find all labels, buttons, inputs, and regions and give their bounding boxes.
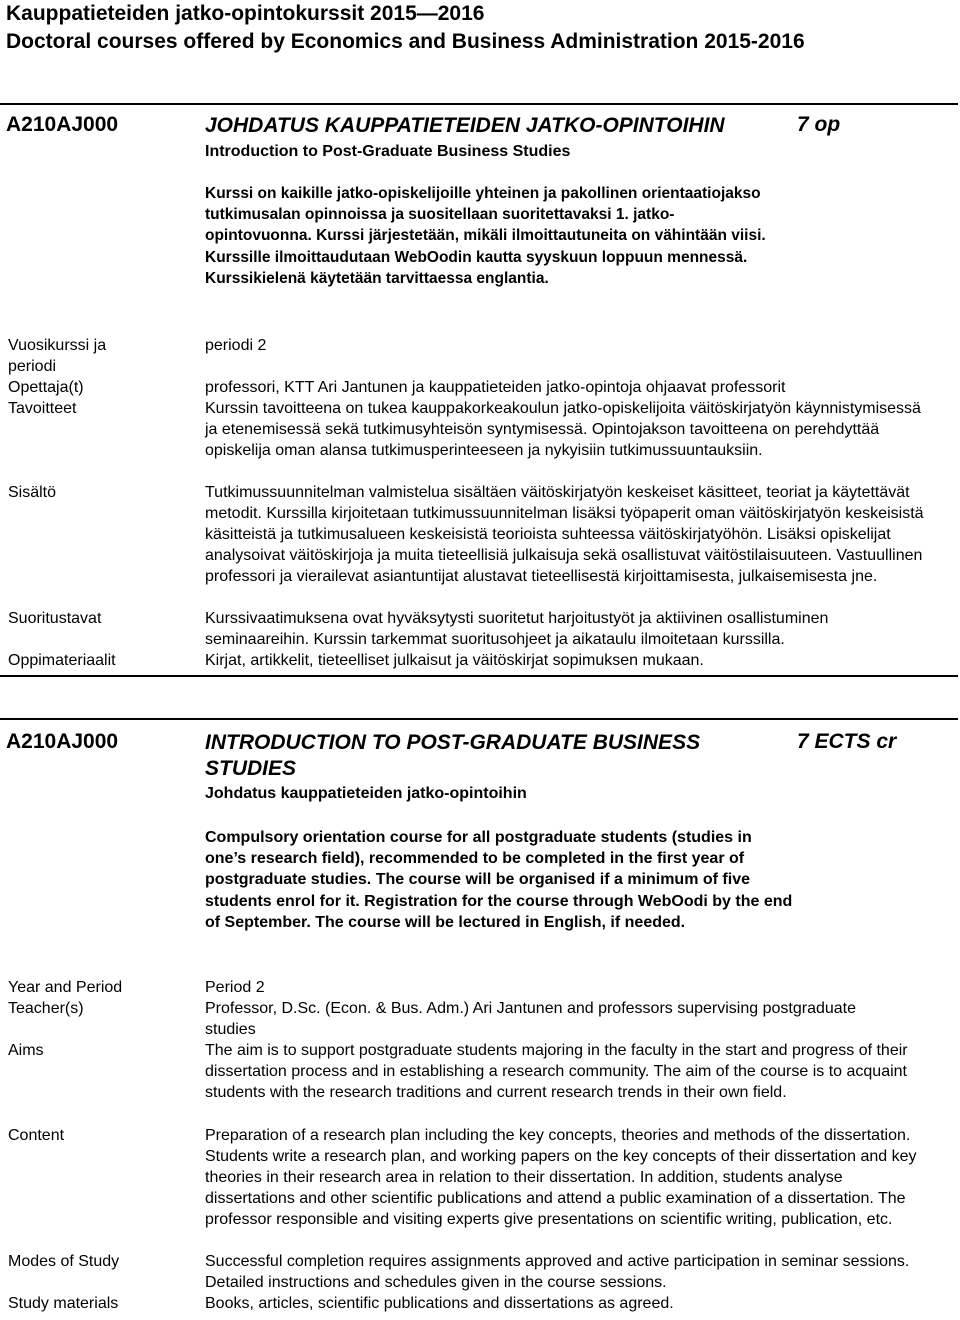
course-description: Compulsory orientation course for all postgraduate students (studies in one’s research field), recommended to be completed in the first year of postgraduate studies. The course will be organised if a minimum of five students enrol for it. Registration for the course through WebOodi by the end of September. The course will be lectured in English, if needed. <box>205 829 793 931</box>
label-year-period-cont: periodi <box>8 358 57 375</box>
label-year-period: Year and Period <box>8 979 123 996</box>
label-content: Sisältö <box>8 484 57 501</box>
label-year-period: Vuosikurssi ja <box>8 337 107 354</box>
label-modes: Modes of Study <box>8 1253 120 1270</box>
value-materials: Kirjat, artikkelit, tieteelliset julkaisut ja väitöskirjat sopimuksen mukaan. <box>205 652 704 669</box>
label-content: Content <box>8 1127 65 1144</box>
label-teachers: Opettaja(t) <box>8 379 84 396</box>
label-aims: Tavoitteet <box>8 400 77 417</box>
page-header <box>6 0 805 56</box>
course-credits: 7 op <box>797 113 841 136</box>
course-title: INTRODUCTION TO POST-GRADUATE BUSINESS STUDIES <box>205 731 701 780</box>
course-credits: 7 ECTS cr <box>797 730 897 753</box>
label-modes: Suoritustavat <box>8 610 102 627</box>
section-top-rule <box>0 103 958 105</box>
section-bottom-rule <box>0 675 958 677</box>
page-title-finnish: Kauppatieteiden jatko-opintokurssit 2015—2016 <box>6 2 485 25</box>
label-materials: Study materials <box>8 1295 119 1312</box>
course-description: Kurssi on kaikille jatko-opiskelijoille yhteinen ja pakollinen orientaatiojakso tutkimusalan opinnoissa ja suositellaan suoritettavaksi 1. jatko-opintovuonna. Kurssi järjestetään, mikäli ilmoittautuneita on vähintään viisi. Kurssille ilmoittaudutaan WebOodin kautta syyskuun loppuun mennessä. Kurssikielenä käytetään tarvittaessa englantia. <box>205 185 766 287</box>
value-modes: Successful completion requires assignments approved and active participation in seminar sessions. Detailed instructions and schedules given in the course sessions. <box>205 1253 910 1291</box>
page-title-english: Doctoral courses offered by Economics and Business Administration 2015-2016 <box>6 30 805 53</box>
label-aims: Aims <box>8 1042 44 1059</box>
value-teachers: professori, KTT Ari Jantunen ja kauppatieteiden jatko-opintoja ohjaavat professorit <box>205 379 786 396</box>
section-top-rule <box>0 718 958 720</box>
course-subtitle: Introduction to Post-Graduate Business Studies <box>205 143 571 160</box>
course-subtitle: Johdatus kauppatieteiden jatko-opintoihin <box>205 785 527 802</box>
value-aims: Kurssin tavoitteena on tukea kauppakorkeakoulun jatko-opiskelijoita väitöskirjatyön käynnistymisessä ja etenemisessä sekä tutkimusyhteisön syntymisessä. Opintojakson tavoitteena on perehdyttää opiskelija oman alansa tutkimusperinteeseen ja nykyisiin tutkimussuuntauksiin. <box>205 400 921 459</box>
value-teachers: Professor, D.Sc. (Econ. & Bus. Adm.) Ari Jantunen and professors supervising postgraduate studies <box>205 1000 856 1038</box>
value-content: Preparation of a research plan including the key concepts, theories and methods of the dissertation. Students write a research plan, and working papers on the key concepts of their dissertation and key theories in their research area in relation to their dissertation. In addition, students analyse dissertations and other scientific publications and attend a public examination of a dissertation. The professor responsible and visiting experts give presentations on scientific writing, publication, etc. <box>205 1127 917 1228</box>
value-modes: Kurssivaatimuksena ovat hyväksytysti suoritetut harjoitustyöt ja aktiivinen osallistuminen seminaareihin. Kurssin tarkemmat suoritusohjeet ja aikataulu ilmoitetaan kurssilla. <box>205 610 829 648</box>
course-title: JOHDATUS KAUPPATIETEIDEN JATKO-OPINTOIHIN <box>205 114 725 137</box>
value-materials: Books, articles, scientific publications and dissertations as agreed. <box>205 1295 674 1312</box>
value-content: Tutkimussuunnitelman valmistelua sisältäen väitöskirjatyön keskeiset käsitteet, teoriat ja käytettävät metodit. Kurssilla kirjoitetaan tutkimussuunnitelman lisäksi työpaperit oman väitöskirjatyön keskeisistä käsitteistä ja tutkimusalueen keskeisistä teorioista suhteessa väitöskirjatyöhön. Lisäksi opiskelijat analysoivat väitöskirjoja ja muita tieteellisiä julkaisuja sekä osallistuvat väitöstilaisuuteen. Vastuullinen professori ja vierailevat asiantuntijat alustavat tieteellisestä kirjoittamisesta, julkaisemisesta jne. <box>205 484 924 585</box>
label-teachers: Teacher(s) <box>8 1000 84 1017</box>
course-code: A210AJ000 <box>6 730 119 753</box>
value-year-period: periodi 2 <box>205 337 267 354</box>
label-materials: Oppimateriaalit <box>8 652 116 669</box>
course-code: A210AJ000 <box>6 113 119 136</box>
value-aims: The aim is to support postgraduate students majoring in the faculty in the start and progress of their dissertation process and in establishing a research community. The aim of the course is to acquaint students with the research traditions and current research trends in their own field. <box>205 1042 908 1101</box>
value-year-period: Period 2 <box>205 979 265 996</box>
